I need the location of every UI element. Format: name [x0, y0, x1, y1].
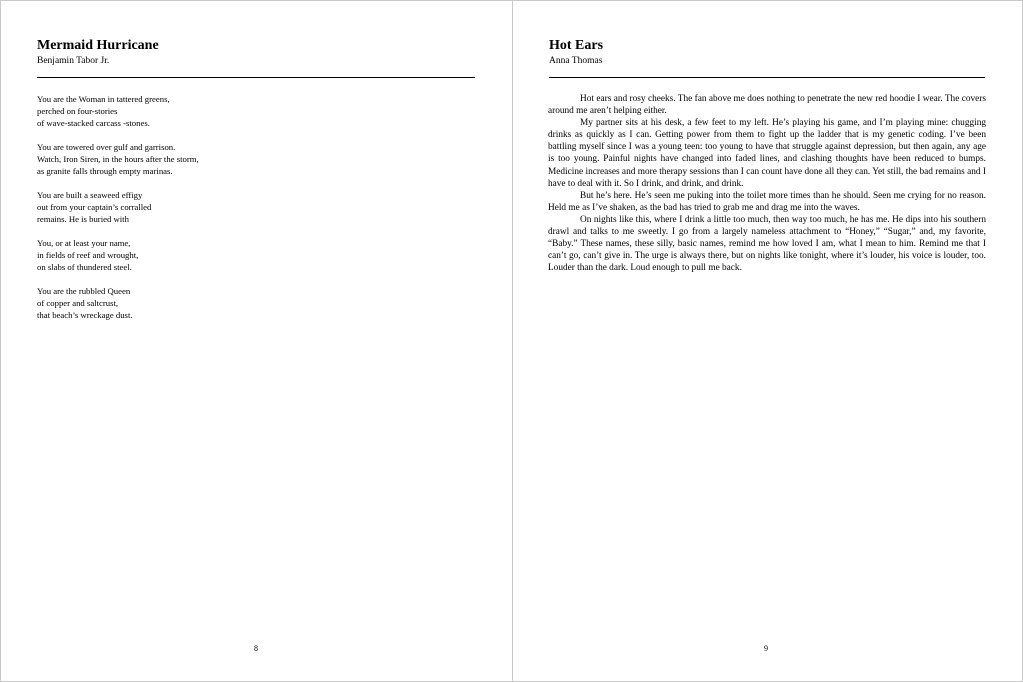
poem-line: You are the Woman in tattered greens, [37, 94, 170, 104]
story-title: Hot Ears [549, 38, 604, 53]
paragraph: My partner sits at his desk, a few feet to my left. He’s playing his game, and I’m playing mine: chugging drinks as quickly as I can. Getting power from them to fight up the ladder that is my genetic coding. I’ve been battling myself since I was a young teen: too young to have that struggle against depression, but then again, any age is too young. Painful nights have changed into faded lines, and clashing thoughts have been reduced to bumps. Medicine increases and more therapy sessions than I can count have done all they can. Yet still, the bad remains and I have to deal with it. So I drink, and drink, and drink. [548, 118, 986, 189]
poem-body [37, 93, 477, 333]
poem-line: on slabs of thundered steel. [37, 262, 132, 272]
stanza [37, 189, 477, 225]
paragraph: Hot ears and rosy cheeks. The fan above me does nothing to penetrate the new red hoodie I wear. The covers around me aren’t helping either. [548, 94, 986, 117]
poem-author: Benjamin Tabor Jr. [37, 56, 110, 66]
title-rule [549, 77, 985, 78]
story-author: Anna Thomas [549, 56, 603, 66]
paragraph: On nights like this, where I drink a little too much, then way too much, he has me. He dips into his southern drawl and talks to me sweetly. I go from a largely nameless attachment to “Honey,” “Sugar,” and, my favorite, “Baby.” These names, these silly, basic names, remind me how loved I am, what I mean to him. Remind me that I can’t go, can’t give in. The urge is always there, but on nights like tonight, where it’s louder, his voice is louder, too. Louder than the dark. Loud enough to pull me back. [548, 214, 986, 274]
poem-line: Watch, Iron Siren, in the hours after the storm, [37, 154, 199, 164]
page-number: 9 [764, 644, 768, 653]
poem-line: You are built a seaweed effigy [37, 190, 143, 200]
poem-title: Mermaid Hurricane [37, 38, 159, 53]
poem-line: in fields of reef and wrought, [37, 250, 139, 260]
poem-line: that beach’s wreckage dust. [37, 310, 133, 320]
page-number: 8 [254, 644, 258, 653]
poem-line: You are towered over gulf and garrison. [37, 142, 176, 152]
stanza [37, 285, 477, 321]
stanza [37, 93, 477, 129]
poem-line: remains. He is buried with [37, 214, 129, 224]
poem-line: of wave-stacked carcass -stones. [37, 118, 150, 128]
stanza [37, 237, 477, 273]
story-body [548, 93, 986, 274]
poem-line: as granite falls through empty marinas. [37, 166, 173, 176]
stanza [37, 141, 477, 177]
poem-line: of copper and saltcrust, [37, 298, 119, 308]
poem-line: perched on four-stories [37, 106, 118, 116]
poem-line: You are the rubbled Queen [37, 286, 131, 296]
right-page [513, 1, 1023, 681]
title-rule [37, 77, 475, 78]
poem-line: You, or at least your name, [37, 238, 131, 248]
poem-line: out from your captain’s corralled [37, 202, 152, 212]
paragraph: But he’s here. He’s seen me puking into the toilet more times than he should. Seen me crying for no reason. Held me as I’ve shaken, as the bad has tried to grab me and drag me into the waves. [548, 190, 986, 213]
left-page [1, 1, 512, 681]
